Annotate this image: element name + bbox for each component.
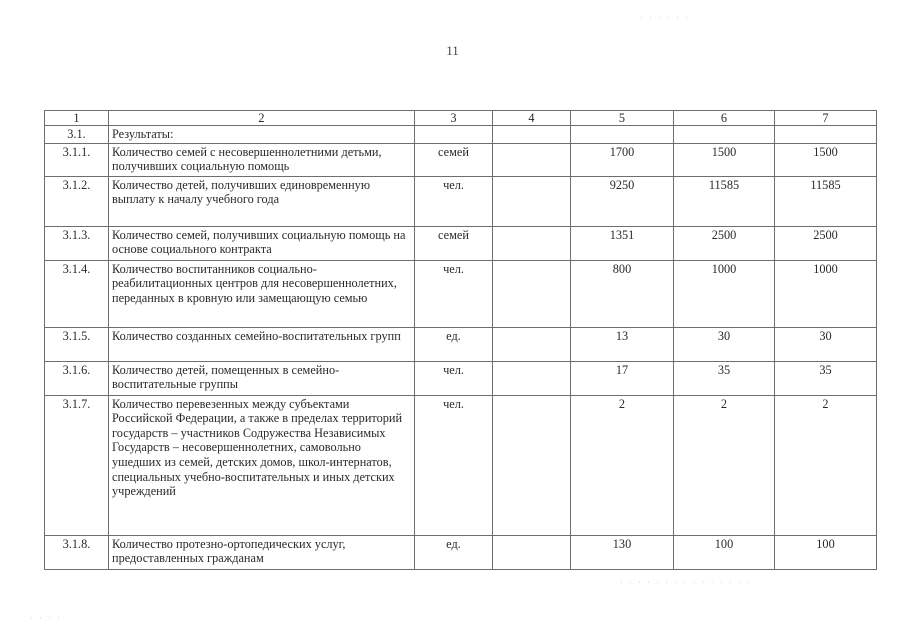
row-value-6: 1500 <box>674 143 775 176</box>
scan-noise: · · · · <box>30 614 62 623</box>
row-value-6: 100 <box>674 535 775 569</box>
row-value-5: 130 <box>571 535 674 569</box>
table-row <box>45 327 877 361</box>
row-value-5: 13 <box>571 327 674 361</box>
row-col4 <box>493 260 571 327</box>
row-value-6: 2 <box>674 395 775 535</box>
table-body <box>45 111 877 570</box>
results-table <box>44 110 877 570</box>
table-row <box>45 176 877 226</box>
header-cell-6: 6 <box>674 111 775 126</box>
row-col4 <box>493 327 571 361</box>
row-unit: семей <box>415 143 493 176</box>
row-name: Количество перевезенных между субъектами Российской Федерации, а также в пределах территорий государств – участников Содружества Независимых Государств – несовершеннолетних, самовольно ушедших из семей, детских домов, школ-интернатов, специальных учебно-воспитательных и иных детских учреждений <box>109 395 415 535</box>
row-name: Количество созданных семейно-воспитательных групп <box>109 327 415 361</box>
row-value-5 <box>571 126 674 144</box>
row-name: Количество семей с несовершеннолетними детьми, получивших социальную помощь <box>109 143 415 176</box>
row-col4 <box>493 535 571 569</box>
row-unit: чел. <box>415 395 493 535</box>
page-number: 11 <box>446 43 459 58</box>
row-col4 <box>493 226 571 260</box>
row-name: Количество детей, получивших единовременную выплату к началу учебного года <box>109 176 415 226</box>
row-name: Количество воспитанников социально-реабилитационных центров для несовершеннолетних, переданных в кровную или замещающую семью <box>109 260 415 327</box>
row-number: 3.1. <box>45 126 109 144</box>
table-row <box>45 260 877 327</box>
row-value-7: 11585 <box>775 176 877 226</box>
row-name: Количество семей, получивших социальную помощь на основе социального контракта <box>109 226 415 260</box>
scan-noise: · · · · · · <box>640 14 690 23</box>
row-unit: семей <box>415 226 493 260</box>
row-value-7 <box>775 126 877 144</box>
table-row <box>45 361 877 395</box>
row-value-7: 1500 <box>775 143 877 176</box>
row-value-6: 30 <box>674 327 775 361</box>
row-number: 3.1.1. <box>45 143 109 176</box>
row-unit: чел. <box>415 260 493 327</box>
row-value-5: 1700 <box>571 143 674 176</box>
table-row <box>45 126 877 144</box>
row-value-5: 9250 <box>571 176 674 226</box>
header-cell-2: 2 <box>109 111 415 126</box>
row-unit: чел. <box>415 361 493 395</box>
row-unit <box>415 126 493 144</box>
row-value-6: 2500 <box>674 226 775 260</box>
row-value-7: 1000 <box>775 260 877 327</box>
row-number: 3.1.2. <box>45 176 109 226</box>
row-unit: ед. <box>415 535 493 569</box>
row-value-7: 2500 <box>775 226 877 260</box>
row-value-7: 2 <box>775 395 877 535</box>
row-number: 3.1.6. <box>45 361 109 395</box>
row-value-7: 100 <box>775 535 877 569</box>
row-unit: чел. <box>415 176 493 226</box>
row-value-6: 35 <box>674 361 775 395</box>
row-number: 3.1.3. <box>45 226 109 260</box>
scan-noise: · · · · · · · · · · · · · · · <box>620 578 752 587</box>
row-number: 3.1.8. <box>45 535 109 569</box>
row-unit: ед. <box>415 327 493 361</box>
row-number: 3.1.7. <box>45 395 109 535</box>
table-row <box>45 395 877 535</box>
header-cell-3: 3 <box>415 111 493 126</box>
row-col4 <box>493 361 571 395</box>
row-value-5: 800 <box>571 260 674 327</box>
row-name: Количество детей, помещенных в семейно-воспитательные группы <box>109 361 415 395</box>
header-cell-7: 7 <box>775 111 877 126</box>
row-value-7: 35 <box>775 361 877 395</box>
table-row <box>45 226 877 260</box>
row-col4 <box>493 143 571 176</box>
row-value-5: 17 <box>571 361 674 395</box>
row-value-7: 30 <box>775 327 877 361</box>
row-col4 <box>493 126 571 144</box>
header-cell-5: 5 <box>571 111 674 126</box>
row-value-6: 11585 <box>674 176 775 226</box>
row-number: 3.1.4. <box>45 260 109 327</box>
table-row <box>45 535 877 569</box>
row-value-6: 1000 <box>674 260 775 327</box>
row-col4 <box>493 176 571 226</box>
row-value-5: 1351 <box>571 226 674 260</box>
header-cell-4: 4 <box>493 111 571 126</box>
table-row <box>45 143 877 176</box>
row-value-6 <box>674 126 775 144</box>
header-cell-1: 1 <box>45 111 109 126</box>
row-name: Количество протезно-ортопедических услуг, предоставленных гражданам <box>109 535 415 569</box>
row-name: Результаты: <box>109 126 415 144</box>
row-value-5: 2 <box>571 395 674 535</box>
table-header-row <box>45 111 877 126</box>
row-number: 3.1.5. <box>45 327 109 361</box>
row-col4 <box>493 395 571 535</box>
